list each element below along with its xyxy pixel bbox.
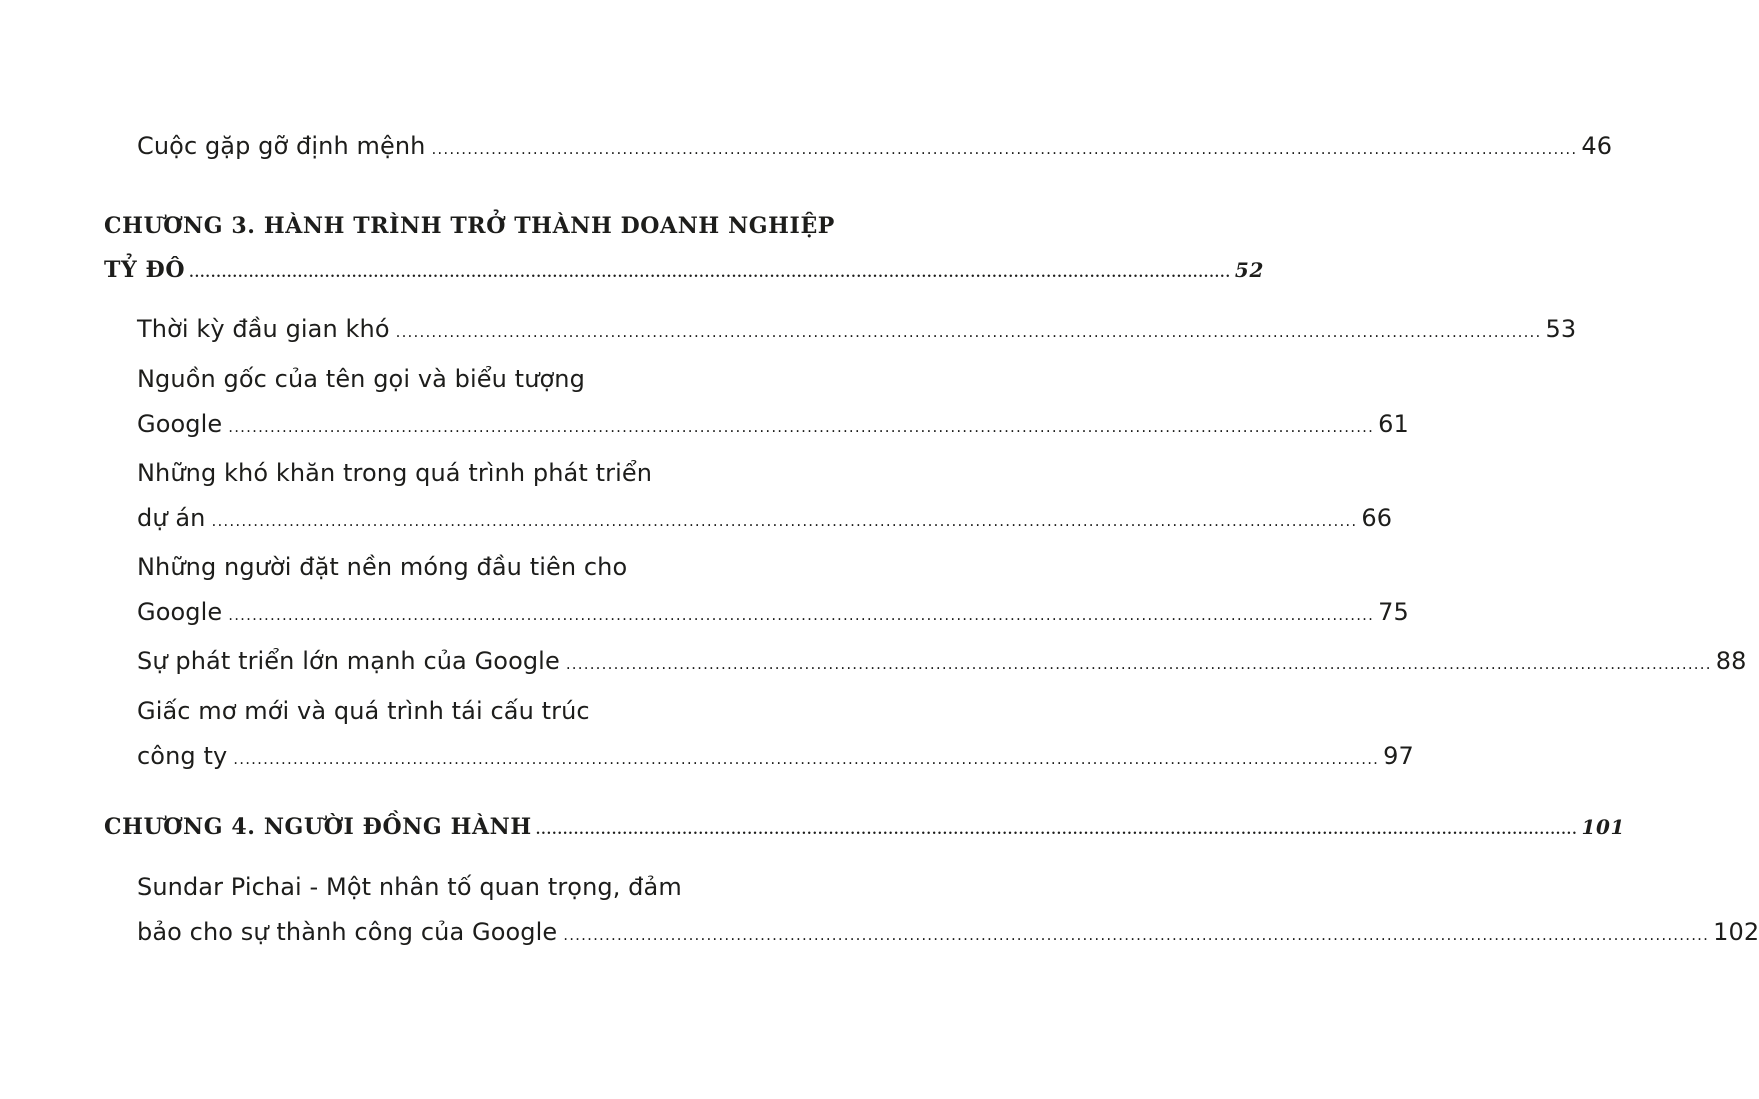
dot-leader [396, 310, 1542, 355]
dot-leader [563, 913, 1709, 958]
toc-entry-title-line-1: Nguồn gốc của tên gọi và biểu tượng [137, 365, 585, 393]
toc-entry-title-line-1: Những khó khăn trong quá trình phát triển [137, 459, 653, 487]
toc-page-number: 66 [1361, 504, 1393, 532]
toc-page-number: 97 [1383, 742, 1414, 770]
toc-page-number: 52 [1234, 258, 1264, 282]
toc-entry-title-line-2: bảo cho sự thành công của Google [137, 918, 558, 946]
toc-page-number: 75 [1378, 598, 1409, 626]
toc-entry-title-line-1: Giấc mơ mới và quá trình tái cấu trúc [137, 697, 590, 725]
toc-entry-title-line-2: công ty [137, 742, 228, 770]
dot-leader [233, 737, 1379, 782]
toc-chapter-heading[interactable] [104, 805, 1626, 849]
toc-entry-title-line-2: Google [137, 410, 223, 438]
toc-entry-title-line-1: Sundar Pichai - Một nhân tố quan trọng, đảm [137, 873, 682, 901]
dot-leader [228, 593, 1374, 638]
chapter-title-line-1: CHƯƠNG 3. HÀNH TRÌNH TRỞ THÀNH DOANH NGHIỆP [104, 213, 835, 239]
toc-page-number: 102 [1713, 918, 1759, 946]
toc-page-number: 88 [1715, 647, 1747, 675]
toc-page-number: 101 [1581, 815, 1626, 839]
dot-leader [431, 127, 1577, 172]
toc-entry[interactable] [137, 451, 1393, 541]
chapter-title-line-1: CHƯƠNG 4. NGƯỜI ĐỒNG HÀNH [104, 814, 532, 840]
dot-leader [566, 642, 1712, 687]
toc-entry[interactable] [137, 639, 1747, 684]
toc-entry-title: Sự phát triển lớn mạnh của Google [137, 647, 560, 675]
dot-leader [228, 405, 1374, 450]
toc-entry-title: Thời kỳ đầu gian khó [137, 315, 390, 343]
toc-page-number: 61 [1378, 410, 1409, 438]
toc-entry-title-line-2: Google [137, 598, 223, 626]
toc-entry[interactable] [137, 307, 1577, 352]
toc-chapter-heading[interactable] [104, 204, 1264, 292]
toc-entry-title-line-1: Những người đặt nền móng đầu tiên cho [137, 553, 628, 581]
toc-entry-title: Cuộc gặp gỡ định mệnh [137, 132, 426, 160]
toc-entry[interactable] [137, 865, 1759, 955]
dot-leader [536, 808, 1578, 853]
dot-leader [189, 251, 1231, 296]
dot-leader [212, 499, 1358, 544]
toc-entry[interactable] [137, 124, 1613, 169]
toc-entry[interactable] [137, 357, 1409, 447]
toc-entry-title-line-2: dự án [137, 504, 206, 532]
toc-entry[interactable] [137, 689, 1414, 779]
toc-entry[interactable] [137, 545, 1409, 635]
toc-page-number: 53 [1545, 315, 1577, 343]
toc-page-number: 46 [1581, 132, 1613, 160]
chapter-title-line-2: TỶ ĐÔ [104, 257, 186, 283]
